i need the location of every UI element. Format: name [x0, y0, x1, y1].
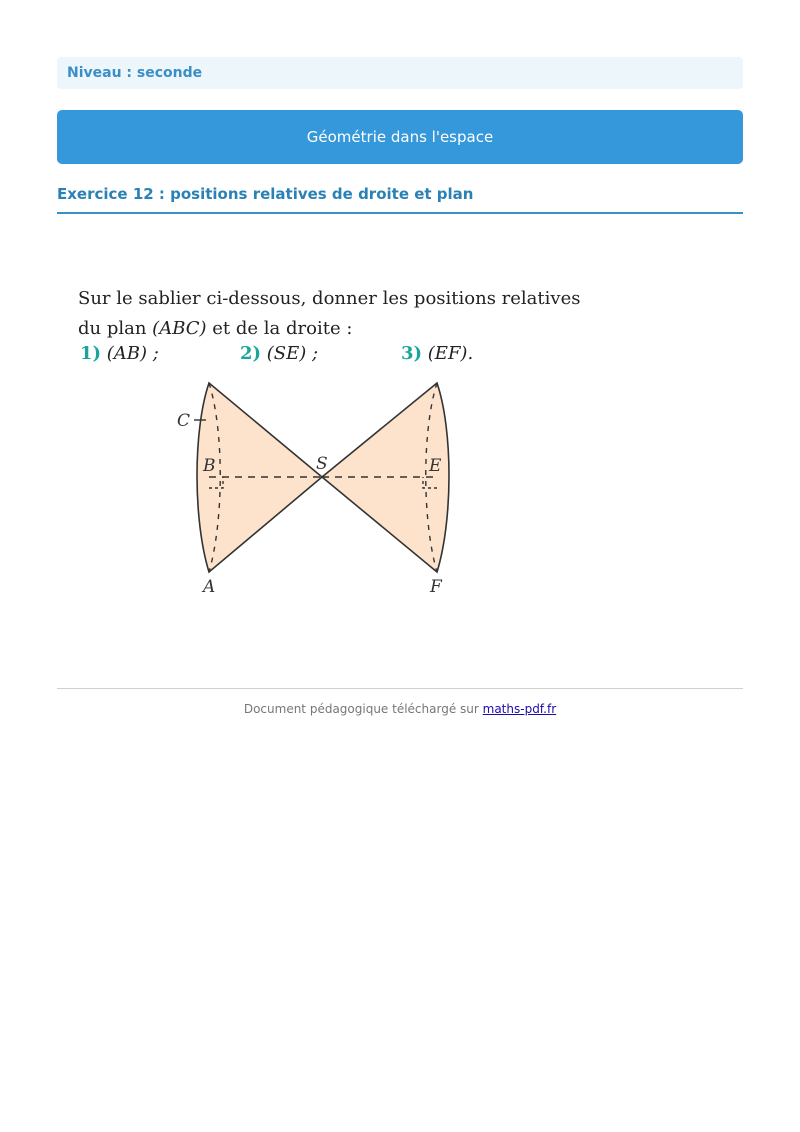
footer-text: Document pédagogique téléchargé sur	[243, 702, 483, 716]
label-e: E	[429, 456, 442, 476]
question-2	[240, 343, 318, 364]
question-3	[401, 343, 473, 364]
question-text: (AB) ;	[106, 343, 159, 364]
question-text: (EF).	[427, 343, 474, 364]
footer-divider	[57, 688, 743, 689]
question-1	[80, 343, 159, 364]
statement-line-1: Sur le sablier ci-dessous, donner les positions relatives	[78, 288, 581, 309]
question-text: (SE) ;	[266, 343, 319, 364]
hourglass-figure	[170, 370, 470, 600]
statement-text: du plan	[78, 318, 153, 339]
footer-link[interactable]: maths-pdf.fr	[482, 702, 557, 716]
question-number: 1)	[80, 343, 102, 364]
exercise-statement	[78, 284, 580, 344]
statement-line-2	[78, 314, 580, 344]
question-number: 3)	[401, 343, 423, 364]
level-bar	[57, 57, 743, 89]
exercise-title: Exercice 12 : positions relatives de droite et plan	[57, 185, 474, 203]
plane-abc: (ABC)	[152, 318, 207, 339]
question-number: 2)	[240, 343, 262, 364]
label-f: F	[430, 577, 442, 597]
label-c: C	[177, 411, 191, 431]
footer	[57, 702, 743, 716]
label-b: B	[203, 456, 216, 476]
label-s: S	[316, 454, 328, 474]
label-a: A	[203, 577, 216, 597]
chapter-title: Géométrie dans l'espace	[306, 128, 494, 146]
level-label: Niveau : seconde	[67, 65, 203, 81]
statement-text: et de la droite :	[206, 318, 353, 339]
chapter-banner	[57, 110, 743, 164]
title-divider	[57, 212, 743, 214]
